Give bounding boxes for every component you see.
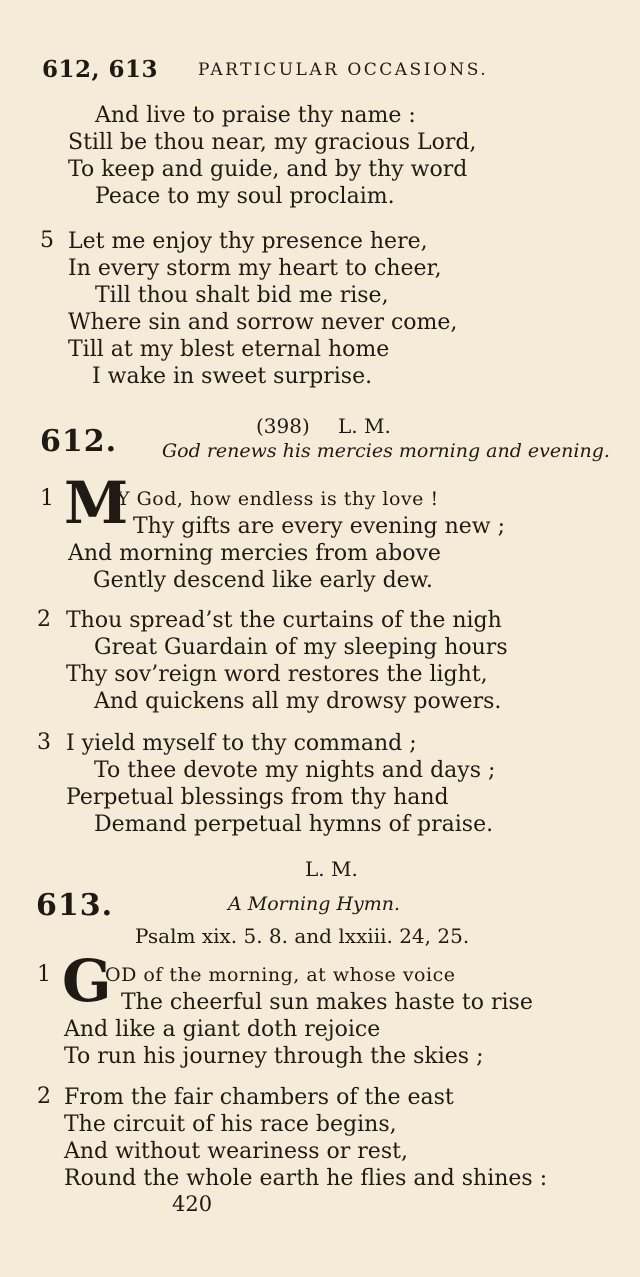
verse-line: Thy sov’reign word restores the light,	[66, 662, 488, 687]
verse-number: 2	[37, 607, 51, 632]
verse-line: From the fair chambers of the east	[64, 1085, 454, 1110]
drop-capital: G	[62, 947, 112, 1015]
verse-line: Demand perpetual hymns of praise.	[94, 812, 494, 837]
verse-number: 1	[37, 962, 51, 987]
verse-line: To run his journey through the skies ;	[64, 1044, 484, 1069]
verse-line: To thee devote my nights and days ;	[94, 758, 496, 783]
verse-line: Peace to my soul proclaim.	[95, 184, 395, 209]
verse-line: Thy gifts are every evening new ;	[133, 514, 506, 539]
hymn-subtitle: A Morning Hymn.	[228, 893, 401, 915]
page-number: 420	[172, 1192, 213, 1216]
verse-line: Still be thou near, my gracious Lord,	[68, 130, 477, 155]
scripture-reference: Psalm xix. 5. 8. and lxxiii. 24, 25.	[135, 924, 470, 948]
hymn-subtitle: God renews his mercies morning and evening.	[162, 440, 610, 462]
verse-number: 1	[40, 486, 54, 511]
verse-line: And quickens all my drowsy powers.	[94, 689, 502, 714]
verse-line: Till at my blest eternal home	[68, 337, 390, 362]
running-head-hymn-numbers: 612, 613	[42, 56, 159, 83]
verse-line: And like a giant doth rejoice	[64, 1017, 381, 1042]
verse-line: The circuit of his race begins,	[64, 1112, 397, 1137]
verse-line: Perpetual blessings from thy hand	[66, 785, 449, 810]
hymn-number: 613.	[36, 888, 114, 923]
verse-line: Great Guardain of my sleeping hours	[94, 635, 508, 660]
verse-line: OD of the morning, at whose voice	[105, 964, 456, 986]
verse-line: I wake in sweet surprise.	[92, 364, 373, 389]
verse-line: Round the whole earth he flies and shines :	[64, 1166, 548, 1191]
verse-line: I yield myself to thy command ;	[66, 731, 417, 756]
verse-number: 2	[37, 1084, 51, 1109]
hymn-number: 612.	[40, 424, 118, 459]
verse-line: Y God, how endless is thy love !	[117, 488, 439, 510]
running-head-title: PARTICULAR OCCASIONS.	[198, 60, 489, 80]
verse-number: 3	[37, 730, 51, 755]
verse-line: To keep and guide, and by thy word	[68, 157, 468, 182]
verse-line: Where sin and sorrow never come,	[68, 310, 458, 335]
verse-line: Let me enjoy thy presence here,	[68, 229, 428, 254]
verse-line: And morning mercies from above	[68, 541, 441, 566]
verse-line: And live to praise thy name :	[95, 103, 416, 128]
meter-label: L. M.	[338, 414, 391, 438]
verse-line: Thou spread’st the curtains of the nigh	[66, 608, 502, 633]
drop-capital: M	[64, 469, 129, 537]
verse-line: And without weariness or rest,	[64, 1139, 408, 1164]
verse-number: 5	[40, 228, 54, 253]
tune-reference: (398)	[256, 414, 310, 438]
verse-line: The cheerful sun makes haste to rise	[121, 990, 533, 1015]
verse-line: In every storm my heart to cheer,	[68, 256, 442, 281]
verse-line: Gently descend like early dew.	[93, 568, 433, 593]
verse-line: Till thou shalt bid me rise,	[95, 283, 389, 308]
meter-label: L. M.	[305, 857, 358, 881]
